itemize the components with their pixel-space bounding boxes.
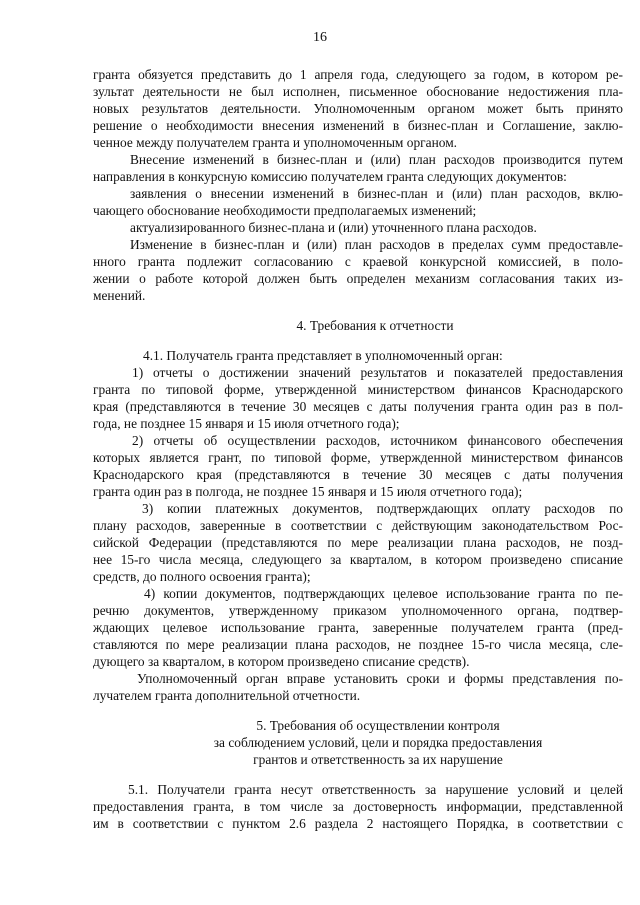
body-line: сийской Федерации (представляются по мере реализации плана расходов, не позд- bbox=[93, 535, 623, 550]
body-line: 1) отчеты о достижении значений результатов и показателей предоставления bbox=[132, 365, 623, 380]
body-line: гранта обязуется представить до 1 апреля года, следующего за годом, в котором ре- bbox=[93, 67, 623, 82]
body-line: 4) копии документов, подтверждающих целевое использование гранта по пе- bbox=[144, 586, 623, 601]
body-line: гранта один раз в полгода, не позднее 15 января и 15 июля отчетного года); bbox=[93, 484, 523, 499]
body-line: ченное между получателем гранта и уполномоченным органом. bbox=[93, 135, 458, 150]
body-line: менений. bbox=[93, 288, 146, 303]
section-heading-5-line-2: за соблюдением условий, цели и порядка предоставления bbox=[213, 735, 543, 750]
body-line: Изменение в бизнес-план и (или) план расходов в пределах сумм предоставле- bbox=[130, 237, 623, 252]
body-line: 4.1. Получатель гранта представляет в уполномоченный орган: bbox=[143, 348, 503, 363]
section-heading-5-line-3: грантов и ответственность за их нарушение bbox=[253, 752, 503, 767]
body-line: гранта по типовой форме, утвержденной министерством финансов Краснодарского bbox=[93, 382, 623, 397]
body-line: Уполномоченный орган вправе установить сроки и формы представления по- bbox=[137, 671, 623, 686]
page-number: 16 bbox=[313, 30, 327, 45]
body-line: жении о работе которой должен быть определен механизм согласования таких из- bbox=[93, 271, 623, 286]
body-line: 5.1. Получатели гранта несут ответственность за нарушение условий и целей bbox=[128, 782, 623, 797]
body-line: нее 15-го числа месяца, следующего за кварталом, в котором произведено списание bbox=[93, 552, 623, 567]
body-line: ставляются по мере реализации плана расходов, не позднее 15-го числа месяца, сле- bbox=[93, 637, 623, 652]
section-heading-5-line-1: 5. Требования об осуществлении контроля bbox=[256, 718, 500, 733]
body-line: 3) копии платежных документов, подтверждающих оплату расходов по bbox=[142, 501, 623, 516]
section-heading-4: 4. Требования к отчетности bbox=[296, 318, 454, 333]
body-line: лучателем гранта дополнительной отчетности. bbox=[93, 688, 361, 703]
body-line: направления в конкурсную комиссию получателем гранта следующих документов: bbox=[93, 169, 567, 184]
body-line: им в соответствии с пунктом 2.6 раздела 2 настоящего Порядка, в соответствии с bbox=[93, 816, 623, 831]
body-line: речню документов, утвержденному приказом уполномоченного органа, подтвер- bbox=[93, 603, 623, 618]
body-line: средств, до полного освоения гранта); bbox=[93, 569, 311, 584]
body-line: ждающих целевое использование гранта, заверенные получателем гранта (пред- bbox=[93, 620, 623, 635]
body-line: чающего обоснование необходимости предполагаемых изменений; bbox=[93, 203, 477, 218]
body-line: Краснодарского края (представляются в течение 30 месяцев с даты получения bbox=[93, 467, 623, 482]
body-line: предоставления гранта, в том числе за достоверность информации, представленной bbox=[93, 799, 623, 814]
body-line: Внесение изменений в бизнес-план и (или) план расходов производится путем bbox=[130, 152, 623, 167]
body-line: 2) отчеты об осуществлении расходов, источником финансового обеспечения bbox=[132, 433, 623, 448]
body-line: новых результатов деятельности. Уполномоченным органом может быть принято bbox=[93, 101, 623, 116]
body-line: заявления о внесении изменений в бизнес-план и (или) план расходов, вклю- bbox=[130, 186, 623, 201]
body-line: плану расходов, заверенные в соответствии с действующим законодательством Рос- bbox=[93, 518, 623, 533]
body-line: нного гранта подлежит согласованию с краевой конкурсной комиссией, в поло- bbox=[93, 254, 623, 269]
body-line: актуализированного бизнес-плана и (или) уточненного плана расходов. bbox=[130, 220, 537, 235]
body-line: года, не позднее 15 января и 15 июля отчетного года); bbox=[93, 416, 400, 431]
body-line: края (представляются в течение 30 месяцев с даты получения гранта один раз в пол- bbox=[93, 399, 623, 414]
body-line: дующего за кварталом, в котором произведено списание средств). bbox=[93, 654, 470, 669]
body-line: которых является грант, по типовой форме, утвержденной министерством финансов bbox=[93, 450, 623, 465]
body-line: зультат деятельности не был исполнен, письменное обоснование недостижения пла- bbox=[93, 84, 623, 99]
body-line: решение о необходимости внесения изменений в бизнес-план и Соглашение, заклю- bbox=[93, 118, 623, 133]
